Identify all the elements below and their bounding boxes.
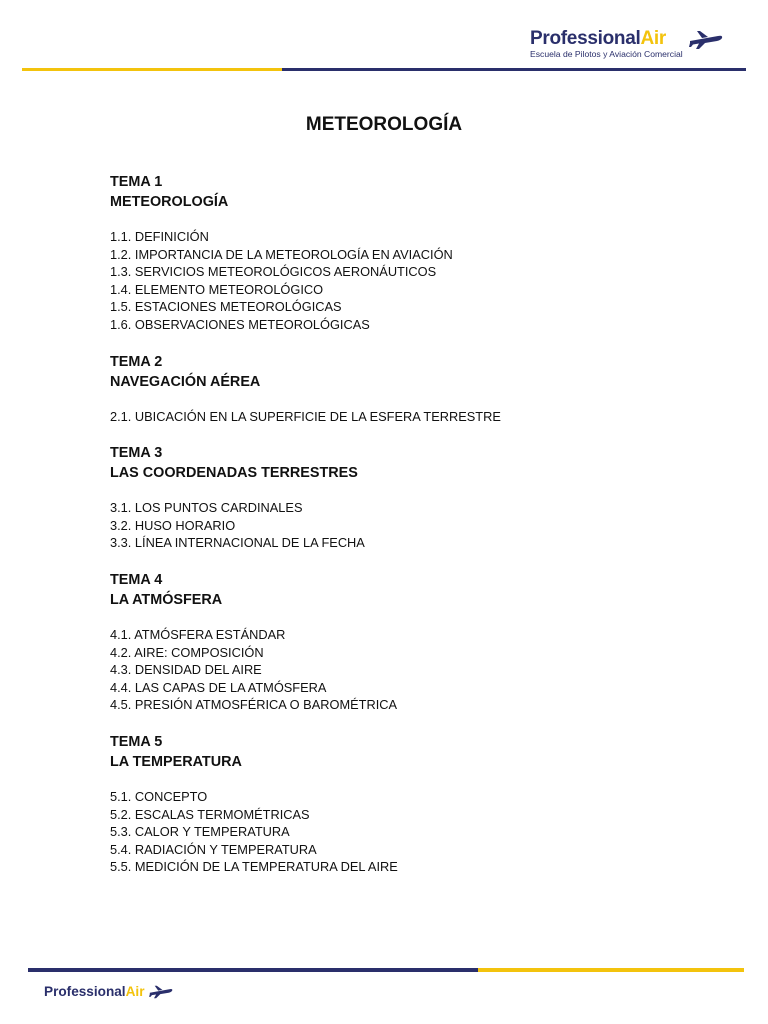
footer-divider (28, 968, 744, 972)
section-number: TEMA 4 (110, 571, 163, 588)
section-heading (110, 732, 670, 772)
section-items (110, 408, 670, 426)
header-divider-yellow (22, 68, 282, 71)
section-title: METEOROLOGÍA (110, 194, 229, 210)
footer-divider-yellow (478, 968, 744, 972)
header-divider (22, 68, 746, 71)
section-items (110, 499, 670, 552)
list-item: 5.5. MEDICIÓN DE LA TEMPERATURA DEL AIRE (110, 859, 398, 875)
table-of-contents (110, 172, 670, 876)
section-heading (110, 570, 670, 610)
list-item: 1.1. DEFINICIÓN (110, 229, 209, 244)
logo-name-part2: Air (640, 28, 666, 49)
list-item: 2.1. UBICACIÓN EN LA SUPERFICIE DE LA ESFERA TERRESTRE (110, 408, 501, 424)
list-item: 3.2. HUSO HORARIO (110, 517, 236, 533)
section-items (110, 626, 670, 714)
footer-logo-wordmark (44, 984, 144, 999)
section-number: TEMA 5 (110, 733, 163, 750)
list-item: 1.3. SERVICIOS METEOROLÓGICOS AERONÁUTICOS (110, 264, 437, 280)
section-items (110, 228, 670, 334)
section-title: LA ATMÓSFERA (110, 591, 223, 608)
list-item: 4.5. PRESIÓN ATMOSFÉRICA O BAROMÉTRICA (110, 697, 398, 713)
list-item: 3.1. LOS PUNTOS CARDINALES (110, 500, 303, 516)
header-logo (530, 26, 730, 62)
section-number: TEMA 3 (110, 445, 163, 462)
section-heading (110, 443, 670, 483)
logo-name-part2: Air (125, 984, 145, 999)
list-item: 1.4. ELEMENTO METEOROLÓGICO (110, 281, 324, 297)
list-item: 5.2. ESCALAS TERMOMÉTRICAS (110, 806, 310, 822)
section-items (110, 788, 670, 876)
section-heading (110, 172, 670, 212)
section-title: LA TEMPERATURA (110, 753, 242, 770)
list-item: 3.3. LÍNEA INTERNACIONAL DE LA FECHA (110, 535, 365, 551)
section-tema-5 (110, 732, 670, 876)
logo-name-part1: Professional (44, 984, 126, 999)
list-item: 4.4. LAS CAPAS DE LA ATMÓSFERA (110, 679, 327, 695)
section-tema-4 (110, 570, 670, 714)
section-title: NAVEGACIÓN AÉREA (110, 373, 261, 390)
logo-name-part1: Professional (530, 28, 641, 49)
header-divider-navy (282, 68, 746, 71)
list-item: 5.1. CONCEPTO (110, 788, 208, 804)
list-item: 4.1. ATMÓSFERA ESTÁNDAR (110, 626, 286, 642)
list-item: 5.4. RADIACIÓN Y TEMPERATURA (110, 841, 317, 857)
list-item: 5.3. CALOR Y TEMPERATURA (110, 824, 290, 840)
section-tema-1 (110, 172, 670, 334)
footer-logo (44, 984, 194, 1004)
list-item: 4.3. DENSIDAD DEL AIRE (110, 662, 262, 678)
document-title: METEOROLOGÍA (305, 114, 463, 135)
section-tema-3 (110, 443, 670, 552)
footer-divider-navy (28, 968, 478, 972)
list-item: 1.6. OBSERVACIONES METEOROLÓGICAS (110, 316, 370, 332)
list-item: 4.2. AIRE: COMPOSICIÓN (110, 644, 264, 660)
section-heading (110, 352, 670, 392)
section-number: TEMA 2 (110, 353, 163, 370)
section-number: TEMA 1 (110, 174, 163, 190)
section-title: LAS COORDENADAS TERRESTRES (110, 465, 358, 482)
airplane-icon (688, 30, 724, 50)
airplane-icon (148, 985, 174, 999)
section-tema-2 (110, 352, 670, 426)
logo-tagline: Escuela de Pilotos y Aviación Comercial (530, 49, 683, 59)
list-item: 1.5. ESTACIONES METEOROLÓGICAS (110, 299, 342, 315)
list-item: 1.2. IMPORTANCIA DE LA METEOROLOGÍA EN AVIACIÓN (110, 246, 453, 262)
logo-wordmark (530, 28, 666, 50)
